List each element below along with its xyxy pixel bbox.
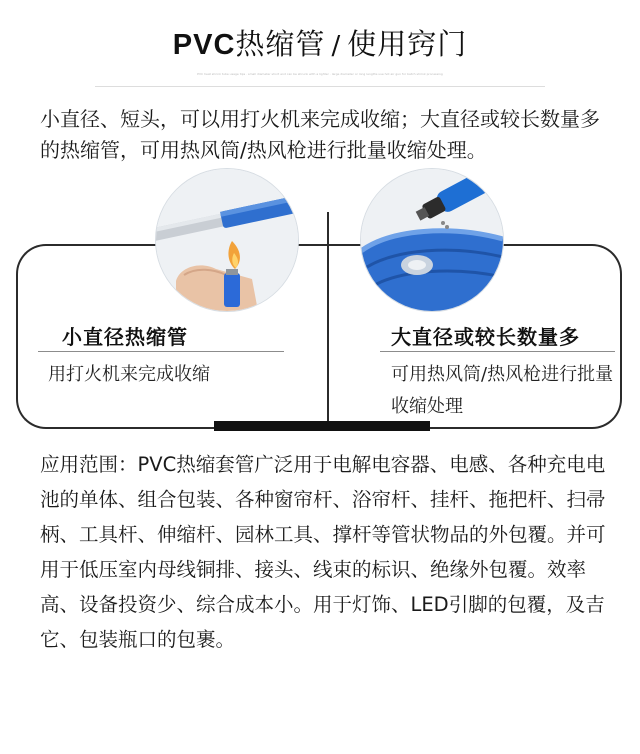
title-sub: 使用窍门 bbox=[347, 27, 468, 61]
lighter-icon bbox=[156, 169, 298, 311]
left-heading-rule bbox=[38, 351, 284, 352]
large-diameter-description: 可用热风筒/热风枪进行批量收缩处理 bbox=[391, 364, 614, 417]
title-separator: / bbox=[331, 31, 342, 61]
small-diameter-description: 用打火机来完成收缩 bbox=[48, 364, 210, 385]
small-diameter-heading: 小直径热缩管 bbox=[62, 325, 188, 349]
fine-rule-divider bbox=[95, 86, 545, 87]
page-title bbox=[0, 22, 640, 63]
heat-gun-photo bbox=[360, 168, 504, 312]
application-paragraph: 应用范围：PVC热缩套管广泛用于电解电容器、电感、各种充电电池的单体、组合包装、各种窗帘杆、浴帘杆、挂杆、拖把杆、扫帚柄、工具杆、伸缩杆、园林工具、撑杆等管状物品的外包覆。并可用于低压室内母线铜排、接头、线束的标识、绝缘外包覆。效率高、设备投资少、综合成本小。用于灯饰、LED引脚的包覆，及吉它、包装瓶口的包裹。 bbox=[40, 453, 606, 651]
lighter-photo bbox=[155, 168, 299, 312]
right-heading-rule bbox=[380, 351, 615, 352]
title-main: 热缩管 bbox=[235, 27, 326, 61]
title-latin: PVC bbox=[172, 29, 236, 61]
center-divider bbox=[327, 212, 329, 424]
large-diameter-heading: 大直径或较长数量多 bbox=[391, 325, 580, 349]
intro-paragraph: 小直径、短头，可以用打火机来完成收缩；大直径或较长数量多的热缩管，可用热风筒/热风枪进行批量收缩处理。 bbox=[40, 107, 600, 162]
fine-print-caption: PVC heat shrink tube usage tips · small diameter short end can be shrunk with a lighter · large diameter or long lengths use hot air gun for batch shrink processing bbox=[197, 72, 443, 76]
heat-gun-icon bbox=[361, 169, 503, 311]
